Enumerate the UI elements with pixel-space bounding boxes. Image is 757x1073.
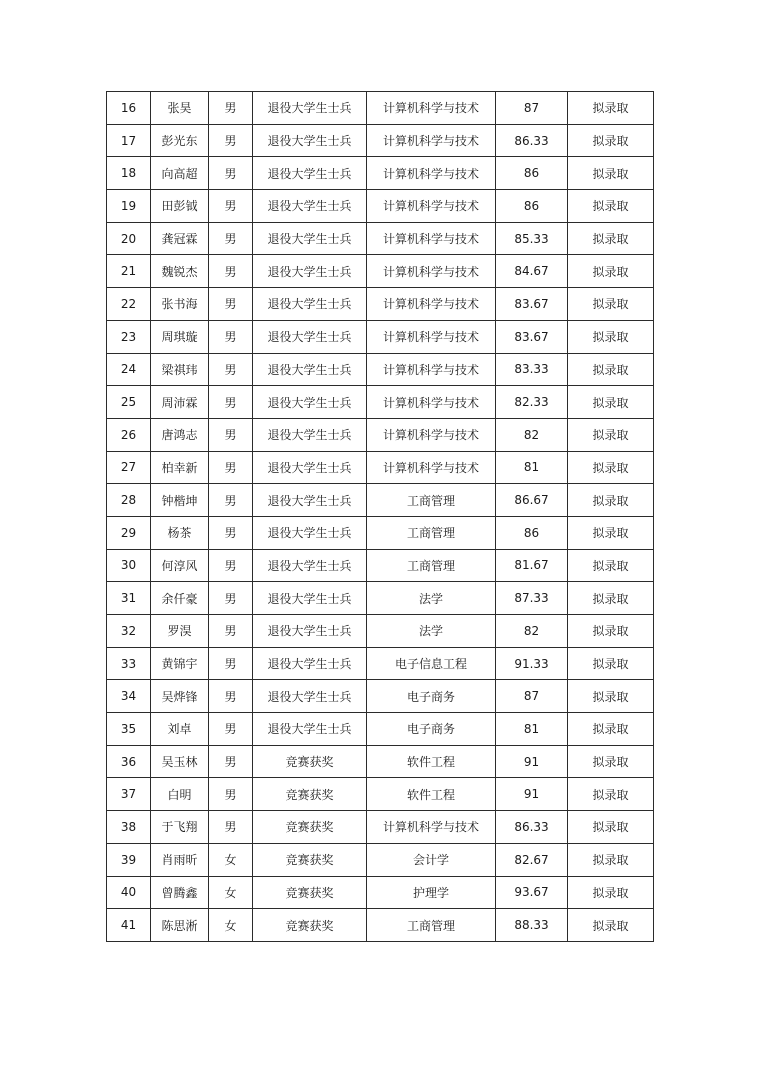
- row-number-cell: 17: [107, 124, 151, 157]
- table-row: [107, 549, 654, 582]
- name-cell: 周琪璇: [151, 320, 209, 353]
- table-row: [107, 320, 654, 353]
- name-cell: 吴烨锋: [151, 680, 209, 713]
- sex-cell: 男: [209, 647, 253, 680]
- row-number-cell: 35: [107, 713, 151, 746]
- category-cell: 退役大学生士兵: [253, 713, 367, 746]
- table-row: [107, 190, 654, 223]
- admission-table-body: [107, 92, 654, 942]
- row-number-cell: 19: [107, 190, 151, 223]
- category-cell: 竞赛获奖: [253, 843, 367, 876]
- status-cell: 拟录取: [568, 288, 654, 321]
- status-cell: 拟录取: [568, 222, 654, 255]
- name-cell: 田彭钺: [151, 190, 209, 223]
- row-number-cell: 23: [107, 320, 151, 353]
- table-row: [107, 647, 654, 680]
- score-cell: 82: [496, 615, 568, 648]
- row-number-cell: 31: [107, 582, 151, 615]
- row-number-cell: 32: [107, 615, 151, 648]
- name-cell: 张书海: [151, 288, 209, 321]
- score-cell: 85.33: [496, 222, 568, 255]
- score-cell: 93.67: [496, 876, 568, 909]
- category-cell: 退役大学生士兵: [253, 516, 367, 549]
- category-cell: 退役大学生士兵: [253, 288, 367, 321]
- name-cell: 于飞翔: [151, 811, 209, 844]
- major-cell: 工商管理: [367, 516, 496, 549]
- name-cell: 魏锐杰: [151, 255, 209, 288]
- score-cell: 86.67: [496, 484, 568, 517]
- category-cell: 退役大学生士兵: [253, 451, 367, 484]
- sex-cell: 男: [209, 713, 253, 746]
- name-cell: 唐鸿志: [151, 418, 209, 451]
- major-cell: 软件工程: [367, 778, 496, 811]
- name-cell: 余仟豪: [151, 582, 209, 615]
- major-cell: 工商管理: [367, 549, 496, 582]
- score-cell: 91: [496, 778, 568, 811]
- name-cell: 龚冠霖: [151, 222, 209, 255]
- score-cell: 91: [496, 745, 568, 778]
- table-row: [107, 451, 654, 484]
- category-cell: 退役大学生士兵: [253, 320, 367, 353]
- major-cell: 工商管理: [367, 484, 496, 517]
- status-cell: 拟录取: [568, 255, 654, 288]
- table-row: [107, 92, 654, 125]
- row-number-cell: 40: [107, 876, 151, 909]
- sex-cell: 男: [209, 222, 253, 255]
- table-row: [107, 745, 654, 778]
- sex-cell: 男: [209, 320, 253, 353]
- major-cell: 法学: [367, 582, 496, 615]
- sex-cell: 男: [209, 615, 253, 648]
- row-number-cell: 18: [107, 157, 151, 190]
- status-cell: 拟录取: [568, 680, 654, 713]
- sex-cell: 男: [209, 157, 253, 190]
- table-row: [107, 713, 654, 746]
- table-row: [107, 157, 654, 190]
- row-number-cell: 39: [107, 843, 151, 876]
- table-row: [107, 222, 654, 255]
- name-cell: 向高超: [151, 157, 209, 190]
- sex-cell: 男: [209, 418, 253, 451]
- name-cell: 杨茶: [151, 516, 209, 549]
- status-cell: 拟录取: [568, 876, 654, 909]
- sex-cell: 女: [209, 843, 253, 876]
- score-cell: 86: [496, 157, 568, 190]
- major-cell: 计算机科学与技术: [367, 288, 496, 321]
- score-cell: 82: [496, 418, 568, 451]
- category-cell: 退役大学生士兵: [253, 222, 367, 255]
- name-cell: 吴玉林: [151, 745, 209, 778]
- name-cell: 陈思淅: [151, 909, 209, 942]
- name-cell: 黄锦宇: [151, 647, 209, 680]
- score-cell: 81.67: [496, 549, 568, 582]
- name-cell: 何淳风: [151, 549, 209, 582]
- status-cell: 拟录取: [568, 157, 654, 190]
- table-row: [107, 811, 654, 844]
- table-row: [107, 680, 654, 713]
- major-cell: 电子商务: [367, 680, 496, 713]
- major-cell: 软件工程: [367, 745, 496, 778]
- name-cell: 罗淏: [151, 615, 209, 648]
- major-cell: 护理学: [367, 876, 496, 909]
- category-cell: 退役大学生士兵: [253, 647, 367, 680]
- table-row: [107, 124, 654, 157]
- name-cell: 梁祺玮: [151, 353, 209, 386]
- score-cell: 81: [496, 713, 568, 746]
- category-cell: 退役大学生士兵: [253, 615, 367, 648]
- score-cell: 83.33: [496, 353, 568, 386]
- status-cell: 拟录取: [568, 549, 654, 582]
- major-cell: 工商管理: [367, 909, 496, 942]
- name-cell: 彭光东: [151, 124, 209, 157]
- category-cell: 退役大学生士兵: [253, 353, 367, 386]
- category-cell: 退役大学生士兵: [253, 418, 367, 451]
- major-cell: 计算机科学与技术: [367, 92, 496, 125]
- category-cell: 退役大学生士兵: [253, 124, 367, 157]
- row-number-cell: 34: [107, 680, 151, 713]
- row-number-cell: 30: [107, 549, 151, 582]
- status-cell: 拟录取: [568, 124, 654, 157]
- sex-cell: 男: [209, 451, 253, 484]
- major-cell: 会计学: [367, 843, 496, 876]
- status-cell: 拟录取: [568, 647, 654, 680]
- major-cell: 电子商务: [367, 713, 496, 746]
- status-cell: 拟录取: [568, 451, 654, 484]
- row-number-cell: 22: [107, 288, 151, 321]
- row-number-cell: 27: [107, 451, 151, 484]
- name-cell: 柏幸新: [151, 451, 209, 484]
- sex-cell: 男: [209, 124, 253, 157]
- row-number-cell: 36: [107, 745, 151, 778]
- name-cell: 白明: [151, 778, 209, 811]
- major-cell: 计算机科学与技术: [367, 255, 496, 288]
- score-cell: 83.67: [496, 288, 568, 321]
- score-cell: 86: [496, 190, 568, 223]
- sex-cell: 男: [209, 745, 253, 778]
- sex-cell: 男: [209, 549, 253, 582]
- category-cell: 竞赛获奖: [253, 909, 367, 942]
- table-row: [107, 255, 654, 288]
- status-cell: 拟录取: [568, 582, 654, 615]
- status-cell: 拟录取: [568, 713, 654, 746]
- score-cell: 86.33: [496, 811, 568, 844]
- category-cell: 竞赛获奖: [253, 745, 367, 778]
- category-cell: 退役大学生士兵: [253, 386, 367, 419]
- category-cell: 退役大学生士兵: [253, 157, 367, 190]
- category-cell: 竞赛获奖: [253, 876, 367, 909]
- status-cell: 拟录取: [568, 615, 654, 648]
- sex-cell: 男: [209, 353, 253, 386]
- status-cell: 拟录取: [568, 843, 654, 876]
- name-cell: 刘卓: [151, 713, 209, 746]
- major-cell: 计算机科学与技术: [367, 451, 496, 484]
- category-cell: 竞赛获奖: [253, 811, 367, 844]
- sex-cell: 女: [209, 876, 253, 909]
- category-cell: 退役大学生士兵: [253, 680, 367, 713]
- table-row: [107, 353, 654, 386]
- name-cell: 张昊: [151, 92, 209, 125]
- name-cell: 肖雨昕: [151, 843, 209, 876]
- row-number-cell: 25: [107, 386, 151, 419]
- category-cell: 退役大学生士兵: [253, 549, 367, 582]
- score-cell: 86: [496, 516, 568, 549]
- table-row: [107, 484, 654, 517]
- row-number-cell: 41: [107, 909, 151, 942]
- major-cell: 计算机科学与技术: [367, 418, 496, 451]
- status-cell: 拟录取: [568, 418, 654, 451]
- sex-cell: 男: [209, 288, 253, 321]
- score-cell: 83.67: [496, 320, 568, 353]
- table-row: [107, 516, 654, 549]
- table-row: [107, 386, 654, 419]
- table-row: [107, 909, 654, 942]
- major-cell: 电子信息工程: [367, 647, 496, 680]
- table-row: [107, 843, 654, 876]
- major-cell: 计算机科学与技术: [367, 811, 496, 844]
- major-cell: 计算机科学与技术: [367, 157, 496, 190]
- status-cell: 拟录取: [568, 909, 654, 942]
- sex-cell: 男: [209, 92, 253, 125]
- status-cell: 拟录取: [568, 92, 654, 125]
- status-cell: 拟录取: [568, 516, 654, 549]
- name-cell: 周沛霖: [151, 386, 209, 419]
- sex-cell: 男: [209, 484, 253, 517]
- name-cell: 曾腾鑫: [151, 876, 209, 909]
- major-cell: 计算机科学与技术: [367, 222, 496, 255]
- row-number-cell: 20: [107, 222, 151, 255]
- major-cell: 计算机科学与技术: [367, 124, 496, 157]
- status-cell: 拟录取: [568, 484, 654, 517]
- sex-cell: 男: [209, 680, 253, 713]
- score-cell: 86.33: [496, 124, 568, 157]
- status-cell: 拟录取: [568, 745, 654, 778]
- row-number-cell: 37: [107, 778, 151, 811]
- status-cell: 拟录取: [568, 190, 654, 223]
- status-cell: 拟录取: [568, 386, 654, 419]
- status-cell: 拟录取: [568, 778, 654, 811]
- row-number-cell: 33: [107, 647, 151, 680]
- row-number-cell: 21: [107, 255, 151, 288]
- sex-cell: 男: [209, 190, 253, 223]
- sex-cell: 男: [209, 811, 253, 844]
- category-cell: 退役大学生士兵: [253, 92, 367, 125]
- major-cell: 计算机科学与技术: [367, 190, 496, 223]
- admission-table: [106, 91, 654, 942]
- status-cell: 拟录取: [568, 320, 654, 353]
- status-cell: 拟录取: [568, 811, 654, 844]
- sex-cell: 男: [209, 778, 253, 811]
- sex-cell: 男: [209, 582, 253, 615]
- row-number-cell: 16: [107, 92, 151, 125]
- major-cell: 计算机科学与技术: [367, 320, 496, 353]
- category-cell: 退役大学生士兵: [253, 190, 367, 223]
- sex-cell: 男: [209, 516, 253, 549]
- category-cell: 退役大学生士兵: [253, 582, 367, 615]
- score-cell: 91.33: [496, 647, 568, 680]
- sex-cell: 男: [209, 255, 253, 288]
- score-cell: 82.67: [496, 843, 568, 876]
- category-cell: 退役大学生士兵: [253, 484, 367, 517]
- major-cell: 法学: [367, 615, 496, 648]
- table-row: [107, 778, 654, 811]
- major-cell: 计算机科学与技术: [367, 386, 496, 419]
- row-number-cell: 28: [107, 484, 151, 517]
- score-cell: 87: [496, 680, 568, 713]
- status-cell: 拟录取: [568, 353, 654, 386]
- score-cell: 81: [496, 451, 568, 484]
- table-row: [107, 288, 654, 321]
- score-cell: 87: [496, 92, 568, 125]
- sex-cell: 男: [209, 386, 253, 419]
- row-number-cell: 29: [107, 516, 151, 549]
- category-cell: 退役大学生士兵: [253, 255, 367, 288]
- table-row: [107, 615, 654, 648]
- table-row: [107, 418, 654, 451]
- name-cell: 钟楷坤: [151, 484, 209, 517]
- score-cell: 88.33: [496, 909, 568, 942]
- table-row: [107, 582, 654, 615]
- row-number-cell: 24: [107, 353, 151, 386]
- row-number-cell: 38: [107, 811, 151, 844]
- table-row: [107, 876, 654, 909]
- category-cell: 竞赛获奖: [253, 778, 367, 811]
- score-cell: 82.33: [496, 386, 568, 419]
- score-cell: 87.33: [496, 582, 568, 615]
- major-cell: 计算机科学与技术: [367, 353, 496, 386]
- score-cell: 84.67: [496, 255, 568, 288]
- sex-cell: 女: [209, 909, 253, 942]
- row-number-cell: 26: [107, 418, 151, 451]
